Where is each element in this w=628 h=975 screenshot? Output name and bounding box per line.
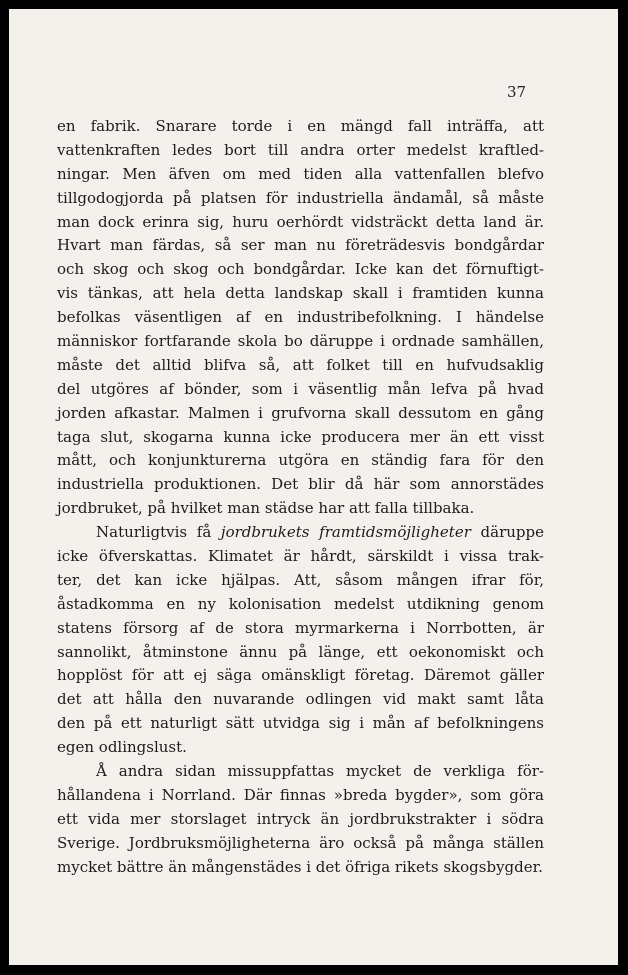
text-line: Hvart man färdas, så ser man nu företrädesvis bondgårdar: [57, 236, 544, 255]
text-line: och skog och skog och bondgårdar. Icke kan det förnuftigt-: [57, 260, 544, 279]
text-line: den på ett naturligt sätt utvidga sig i mån af befolkningens: [57, 714, 544, 733]
text-line: vattenkraften ledes bort till andra orter medelst kraftled-: [57, 140, 544, 159]
text-line: vis tänkas, att hela detta landskap skall i framtiden kunna: [57, 284, 544, 303]
text-segment: däruppe: [470, 523, 544, 542]
text-line: ter, det kan icke hjälpas. Att, såsom mången ifrar för,: [57, 570, 544, 589]
text-line: industriella produktionen. Det blir då här som annorstädes: [57, 475, 544, 494]
text-line: åstadkomma en ny kolonisation medelst utdikning genom: [57, 594, 544, 613]
text-line: jorden afkastar. Malmen i grufvorna skall dessutom en gång: [57, 403, 544, 422]
text-line: icke öfverskattas. Klimatet är hårdt, särskildt i vissa trak-: [57, 547, 544, 566]
text-line: en fabrik. Snarare torde i en mängd fall inträffa, att: [57, 117, 544, 135]
text-line: ningar. Men äfven om med tiden alla vattenfallen blefvo: [57, 164, 544, 183]
text-line: ett vida mer storslaget intryck än jordbrukstrakter i södra: [57, 809, 544, 828]
text-line: del utgöres af bönder, som i väsentlig mån lefva på hvad: [57, 379, 544, 398]
text-line: det att hålla den nuvarande odlingen vid makt samt låta: [57, 690, 544, 709]
text-line: Å andra sidan missuppfattas mycket de verkliga för-: [96, 762, 544, 781]
text-line: hållandena i Norrland. Där finnas »breda bygder», som göra: [57, 785, 544, 804]
text-line: sannolikt, åtminstone ännu på länge, ett oekonomiskt och: [57, 642, 544, 661]
page-number: 37: [507, 83, 527, 101]
text-line: [57, 521, 544, 545]
text-line: Sverige. Jordbruksmöjligheterna äro också på många ställen: [57, 833, 544, 852]
text-line: taga slut, skogarna kunna icke producera mer än ett visst: [57, 427, 544, 446]
text-line: man dock erinra sig, huru oerhördt vidsträckt detta land är.: [57, 212, 544, 231]
text-line: mått, och konjunkturerna utgöra en ständig fara för den: [57, 451, 544, 470]
italic-phrase: jordbrukets framtidsmöjligheter: [220, 523, 471, 542]
text-line: egen odlingslust.: [57, 738, 187, 757]
text-line: måste det alltid blifva så, att folket till en hufvudsaklig: [57, 355, 544, 374]
text-line: befolkas väsentligen af en industribefolkning. I händelse: [57, 308, 544, 327]
text-line: hopplöst för att ej säga omänskligt företag. Däremot gäller: [57, 666, 544, 685]
text-line: statens försorg af de stora myrmarkerna i Norrbotten, är: [57, 618, 544, 637]
body-text: [57, 115, 544, 880]
text-line: tillgodogjorda på platsen för industriella ändamål, så måste: [57, 188, 544, 207]
text-line: människor fortfarande skola bo däruppe i ordnade samhällen,: [57, 332, 544, 351]
text-line: jordbruket, på hvilket man städse har att falla tillbaka.: [57, 499, 475, 518]
text-segment: Naturligtvis få: [96, 523, 221, 542]
book-page: [9, 9, 618, 965]
text-line: mycket bättre än mångenstädes i det öfriga rikets skogsbygder.: [57, 857, 543, 876]
